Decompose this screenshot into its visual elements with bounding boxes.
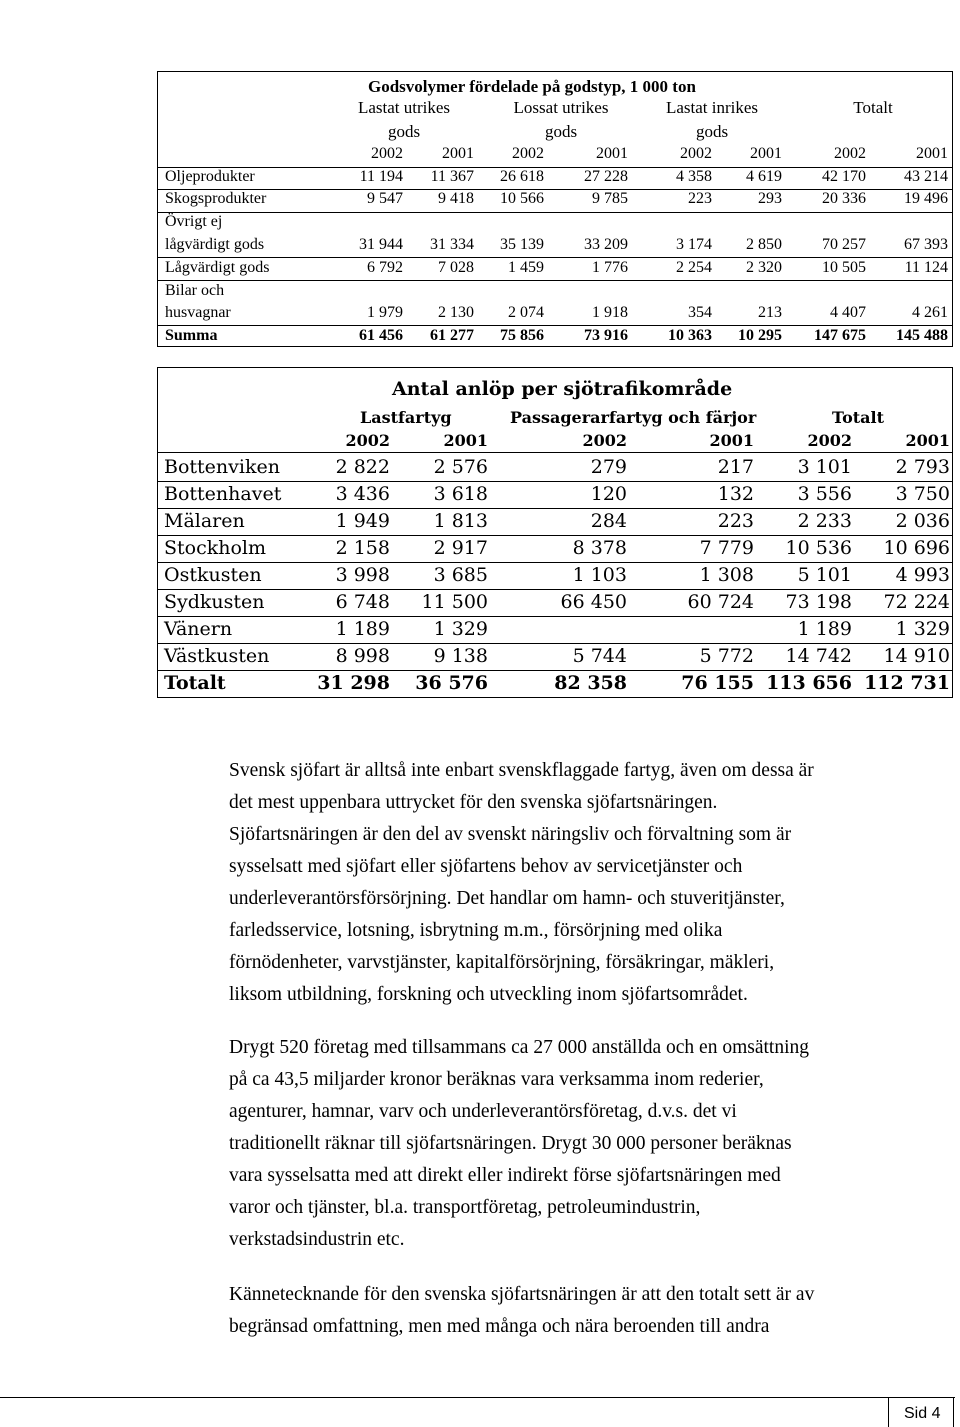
- table-cell: 7 779: [699, 537, 754, 559]
- total-cell: 10 295: [738, 327, 782, 344]
- text-line: verkstadsindustrin etc.: [229, 1229, 405, 1250]
- header-rule: [158, 452, 952, 453]
- row-rule: [158, 257, 952, 258]
- year-header: 2002: [834, 145, 866, 162]
- table-cell: 9 547: [367, 190, 403, 207]
- table-cell: 9 785: [592, 190, 628, 207]
- table-cell: 6 792: [367, 259, 403, 276]
- total-row-label: Summa: [165, 327, 218, 344]
- text-line: agenturer, hamnar, varv och underleverantörsföretag, d.v.s. det vi: [229, 1101, 737, 1122]
- table-cell: 5 744: [572, 645, 627, 667]
- row-label: Bottenviken: [164, 456, 280, 478]
- row-label: Sydkusten: [164, 591, 265, 613]
- group-header: Passagerarfartyg och färjor: [510, 408, 757, 427]
- table-cell: 3 174: [676, 236, 712, 253]
- group-header-line1: Lossat utrikes: [513, 98, 609, 117]
- group-header-line2: gods: [695, 122, 729, 141]
- row-label-line2: lågvärdigt gods: [165, 236, 265, 253]
- table-cell: 2 822: [335, 456, 390, 478]
- year-header: 2001: [905, 431, 950, 450]
- text-line: begränsad omfattning, men med många och nära beroenden till andra: [229, 1316, 770, 1337]
- table-cell: 3 101: [797, 456, 852, 478]
- text-line: Kännetecknande för den svenska sjöfartsnäringen är att den totalt sett är av: [229, 1284, 815, 1305]
- total-cell: 82 358: [554, 672, 627, 694]
- table-cell: 1 949: [335, 510, 390, 532]
- table-cell: 70 257: [822, 236, 866, 253]
- table-cell: 72 224: [883, 591, 950, 613]
- table-cell: 3 998: [335, 564, 390, 586]
- total-cell: 147 675: [814, 327, 866, 344]
- text-line: liksom utbildning, forskning och utveckling inom sjöfartsområdet.: [229, 984, 748, 1005]
- row-rule: [158, 562, 952, 563]
- table-cell: 10 536: [785, 537, 852, 559]
- table-cell: 26 618: [500, 168, 544, 185]
- row-rule: [158, 212, 952, 213]
- table-cell: 1 918: [592, 304, 628, 321]
- table-cell: 73 198: [785, 591, 852, 613]
- table-cell: 1 308: [699, 564, 754, 586]
- table-cell: 27 228: [584, 168, 628, 185]
- year-header: 2001: [750, 145, 782, 162]
- table-title: Godsvolymer fördelade på godstyp, 1 000 ton: [368, 77, 696, 96]
- total-cell: 61 456: [359, 327, 403, 344]
- total-cell: 112 731: [864, 672, 950, 694]
- table-cell: 279: [590, 456, 627, 478]
- port-calls-table: [157, 367, 953, 698]
- text-line: Sjöfartsnäringen är den del av svenskt näringsliv och förvaltning som är: [229, 824, 792, 845]
- table-cell: 19 496: [904, 190, 948, 207]
- table-cell: 8 378: [572, 537, 627, 559]
- table-cell: 1 189: [335, 618, 390, 640]
- row-label: Stockholm: [164, 537, 267, 559]
- table-cell: 6 748: [335, 591, 390, 613]
- row-label: Skogsprodukter: [165, 190, 267, 207]
- group-header: Totalt: [832, 408, 884, 427]
- table-cell: 7 028: [438, 259, 474, 276]
- table-cell: 213: [758, 304, 782, 321]
- total-cell: 31 298: [317, 672, 390, 694]
- table-cell: 284: [590, 510, 627, 532]
- footer-rule: [0, 1397, 955, 1398]
- year-header: 2002: [807, 431, 852, 450]
- total-cell: 61 277: [430, 327, 474, 344]
- row-label: Mälaren: [164, 510, 245, 532]
- table-cell: 42 170: [822, 168, 866, 185]
- table-cell: 31 944: [359, 236, 403, 253]
- table-cell: 43 214: [904, 168, 948, 185]
- row-label: Ostkusten: [164, 564, 262, 586]
- table-cell: 120: [590, 483, 627, 505]
- group-header-line2: gods: [387, 122, 421, 141]
- row-rule: [158, 643, 952, 644]
- text-line: det mest uppenbara uttrycket för den svenska sjöfartsnäringen.: [229, 792, 718, 813]
- table-cell: 11 194: [359, 168, 403, 185]
- text-line: underleverantörsförsörjning. Det handlar om hamn- och stuveritjänster,: [229, 888, 785, 909]
- total-cell: 36 576: [415, 672, 488, 694]
- year-header: 2002: [582, 431, 627, 450]
- table-cell: 293: [758, 190, 782, 207]
- total-cell: 76 155: [681, 672, 754, 694]
- total-cell: 145 488: [896, 327, 948, 344]
- table-cell: 1 776: [592, 259, 628, 276]
- group-header: Lastfartyg: [360, 408, 452, 427]
- table-cell: 223: [717, 510, 754, 532]
- group-header-line2: gods: [544, 122, 578, 141]
- text-line: Svensk sjöfart är alltså inte enbart svenskflaggade fartyg, även om dessa är: [229, 760, 814, 781]
- group-header-line1: Totalt: [853, 98, 893, 117]
- table-cell: 3 436: [335, 483, 390, 505]
- table-cell: 4 993: [895, 564, 950, 586]
- cargo-volume-table: [157, 71, 953, 347]
- total-cell: 10 363: [668, 327, 712, 344]
- table-cell: 354: [688, 304, 712, 321]
- table-cell: 2 254: [676, 259, 712, 276]
- text-line: Drygt 520 företag med tillsammans ca 27 000 anställda och en omsättning: [229, 1037, 809, 1058]
- table-title: Antal anlöp per sjötrafikområde: [392, 378, 733, 400]
- table-cell: 3 618: [433, 483, 488, 505]
- row-label-line2: husvagnar: [165, 304, 231, 321]
- table-cell: 67 393: [904, 236, 948, 253]
- table-cell: 2 576: [433, 456, 488, 478]
- table-cell: 11 124: [904, 259, 948, 276]
- table-cell: 5 101: [797, 564, 852, 586]
- text-line: vara sysselsatta med att direkt eller indirekt förse sjöfartsnäringen med: [229, 1165, 781, 1186]
- row-label: Västkusten: [164, 645, 270, 667]
- text-line: traditionellt räknar till sjöfartsnäringen. Drygt 30 000 personer beräknas: [229, 1133, 792, 1154]
- table-cell: 1 329: [895, 618, 950, 640]
- table-cell: 14 742: [785, 645, 852, 667]
- year-header: 2002: [345, 431, 390, 450]
- total-cell: 73 916: [584, 327, 628, 344]
- year-header: 2001: [596, 145, 628, 162]
- text-line: farledsservice, lotsning, isbrytning m.m., försörjning med olika: [229, 920, 723, 941]
- group-header-line1: Lastat utrikes: [357, 98, 451, 117]
- year-header: 2002: [680, 145, 712, 162]
- table-cell: 3 750: [895, 483, 950, 505]
- table-cell: 11 500: [421, 591, 488, 613]
- table-cell: 66 450: [560, 591, 627, 613]
- row-rule: [158, 481, 952, 482]
- year-header: 2001: [916, 145, 948, 162]
- row-rule: [158, 325, 952, 326]
- table-cell: 2 074: [508, 304, 544, 321]
- row-label: Lågvärdigt gods: [165, 259, 270, 276]
- table-cell: 1 459: [508, 259, 544, 276]
- table-cell: 1 103: [572, 564, 627, 586]
- row-rule: [158, 508, 952, 509]
- row-label: Vänern: [164, 618, 233, 640]
- table-cell: 2 850: [746, 236, 782, 253]
- paragraph: [229, 1279, 949, 1343]
- row-rule: [158, 670, 952, 671]
- table-cell: 20 336: [822, 190, 866, 207]
- table-cell: 3 685: [433, 564, 488, 586]
- table-cell: 1 813: [433, 510, 488, 532]
- row-rule: [158, 589, 952, 590]
- table-cell: 2 036: [895, 510, 950, 532]
- total-cell: 75 856: [500, 327, 544, 344]
- table-cell: 4 619: [746, 168, 782, 185]
- table-cell: 2 158: [335, 537, 390, 559]
- total-cell: 113 656: [766, 672, 852, 694]
- table-cell: 2 320: [746, 259, 782, 276]
- table-cell: 9 418: [438, 190, 474, 207]
- table-cell: 1 329: [433, 618, 488, 640]
- table-cell: 9 138: [433, 645, 488, 667]
- table-cell: 4 261: [912, 304, 948, 321]
- table-cell: 217: [717, 456, 754, 478]
- group-header-line1: Lastat inrikes: [665, 98, 759, 117]
- text-line: på ca 43,5 miljarder kronor beräknas vara verksamma inom rederier,: [229, 1069, 764, 1090]
- year-header: 2001: [442, 145, 474, 162]
- page-number: Sid 4: [904, 1405, 941, 1422]
- table-cell: 60 724: [687, 591, 754, 613]
- table-cell: 5 772: [699, 645, 754, 667]
- text-line: sysselsatt med sjöfart eller sjöfartens behov av servicetjänster och: [229, 856, 743, 877]
- table-cell: 2 793: [895, 456, 950, 478]
- paragraph: [229, 755, 949, 1011]
- row-rule: [158, 616, 952, 617]
- table-cell: 3 556: [797, 483, 852, 505]
- table-cell: 2 130: [438, 304, 474, 321]
- paragraph: [229, 1032, 949, 1256]
- table-cell: 132: [717, 483, 754, 505]
- year-header: 2002: [512, 145, 544, 162]
- table-cell: 10 505: [822, 259, 866, 276]
- row-label: Bottenhavet: [164, 483, 282, 505]
- text-line: förnödenheter, varvstjänster, kapitalförsörjning, försäkringar, mäkleri,: [229, 952, 775, 973]
- table-cell: 10 566: [500, 190, 544, 207]
- table-cell: 4 358: [676, 168, 712, 185]
- year-header: 2002: [371, 145, 403, 162]
- row-label: Övrigt ej: [165, 213, 223, 230]
- table-cell: 1 979: [367, 304, 403, 321]
- table-cell: 33 209: [584, 236, 628, 253]
- table-cell: 2 233: [797, 510, 852, 532]
- row-label: Bilar och: [165, 282, 225, 299]
- table-cell: 10 696: [883, 537, 950, 559]
- table-cell: 14 910: [883, 645, 950, 667]
- year-header: 2001: [443, 431, 488, 450]
- table-cell: 8 998: [335, 645, 390, 667]
- row-rule: [158, 280, 952, 281]
- year-header: 2001: [709, 431, 754, 450]
- table-cell: 31 334: [430, 236, 474, 253]
- text-line: varor och tjänster, bl.a. transportföretag, petroleumindustrin,: [229, 1197, 701, 1218]
- table-cell: 223: [688, 190, 712, 207]
- table-cell: 11 367: [430, 168, 474, 185]
- table-cell: 2 917: [433, 537, 488, 559]
- row-rule: [158, 535, 952, 536]
- table-cell: 1 189: [797, 618, 852, 640]
- row-label: Oljeprodukter: [165, 168, 255, 185]
- table-cell: 4 407: [830, 304, 866, 321]
- total-row-label: Totalt: [164, 672, 226, 694]
- table-cell: 35 139: [500, 236, 544, 253]
